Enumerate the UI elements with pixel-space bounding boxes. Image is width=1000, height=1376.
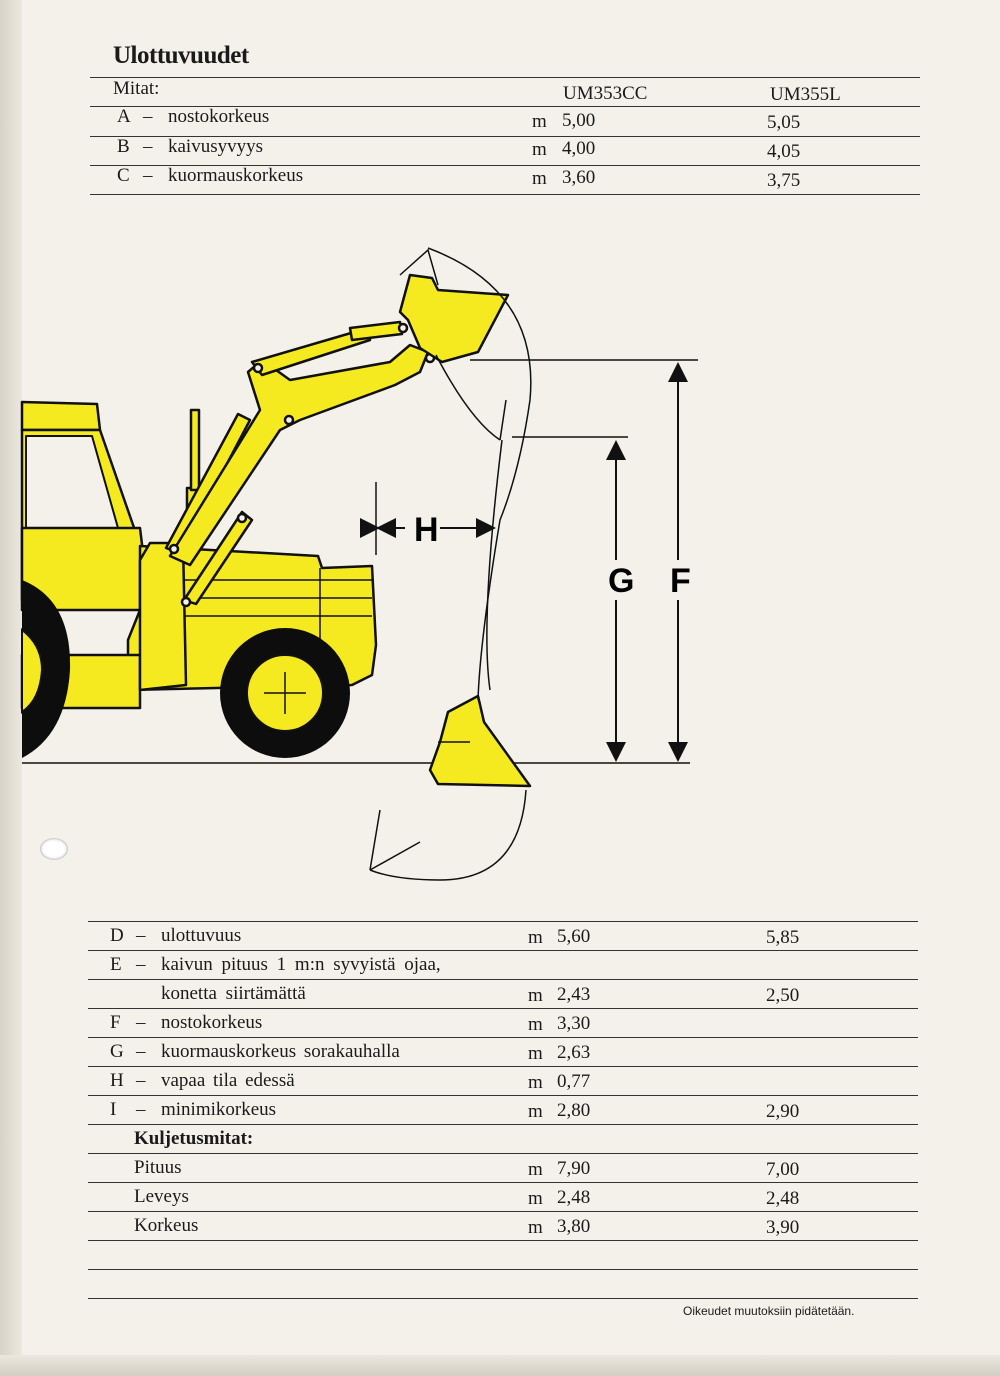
row-unit: m [528,1101,543,1122]
row-value-1: 5,00 [562,110,596,131]
table-rule [88,1095,918,1096]
row-unit: m [528,927,543,948]
row-dash: – [136,1099,146,1120]
row-unit: m [528,1072,543,1093]
row-unit: m [528,985,543,1006]
row-unit: m [528,1043,543,1064]
transport-value-2: 2,48 [766,1188,800,1209]
row-value-2: 5,85 [766,927,800,948]
page-title: Ulottuvuudet [113,42,249,69]
row-value-1: 5,60 [557,926,591,947]
table-rule [88,1269,918,1270]
rights-reserved-note: Oikeudet muutoksiin pidätetään. [683,1304,855,1318]
table-rule [88,1153,918,1154]
row-label: nostokorkeus [168,106,270,127]
row-value-1: 2,43 [557,984,591,1005]
row-value-2: 3,75 [767,170,801,191]
row-label: minimikorkeus [161,1099,277,1120]
table-rule [88,1240,918,1241]
row-unit: m [532,139,547,160]
transport-value-1: 2,48 [557,1187,591,1208]
row-key: A [117,106,131,127]
row-label: konetta siirtämättä [161,983,306,1004]
row-key: H [110,1070,124,1091]
header-model-2: UM355L [770,84,841,105]
dimension-f-label: F [670,562,691,600]
row-value-1: 3,60 [562,167,596,188]
transport-section-title: Kuljetusmitat: [134,1128,254,1149]
row-key: E [110,954,122,975]
row-value-1: 0,77 [557,1071,591,1092]
table-rule [88,1008,918,1009]
row-value-2: 4,05 [767,141,801,162]
row-value-2: 2,90 [766,1101,800,1122]
row-value-1: 2,80 [557,1100,591,1121]
row-dash: – [143,165,153,186]
row-dash: – [136,1041,146,1062]
row-value-2: 5,05 [767,112,801,133]
row-unit: m [528,1014,543,1035]
row-label: kaivusyvyys [168,136,263,157]
row-value-1: 4,00 [562,138,596,159]
row-label: ulottuvuus [161,925,242,946]
transport-value-2: 7,00 [766,1159,800,1180]
row-key: G [110,1041,124,1062]
transport-label: Korkeus [134,1215,199,1236]
loader-reach-diagram [0,200,1000,900]
dimension-g-label: G [608,562,635,600]
table-rule [88,1037,918,1038]
table-rule [88,1298,918,1299]
transport-unit: m [528,1188,543,1209]
front-tire [220,628,350,758]
transport-unit: m [528,1217,543,1238]
transport-label: Pituus [134,1157,182,1178]
transport-value-1: 3,80 [557,1216,591,1237]
transport-value-1: 7,90 [557,1158,591,1179]
row-dash: – [143,136,153,157]
table-rule [90,194,920,195]
row-dash: – [136,954,146,975]
row-key: F [110,1012,121,1033]
row-key: I [110,1099,117,1120]
table-rule [90,77,920,78]
table-rule [88,1211,918,1212]
row-label: kuormauskorkeus sorakauhalla [161,1041,400,1062]
row-key: D [110,925,124,946]
transport-value-2: 3,90 [766,1217,800,1238]
row-value-1: 2,63 [557,1042,591,1063]
table-rule [88,1124,918,1125]
table-rule [88,979,918,980]
row-label: vapaa tila edessä [161,1070,295,1091]
row-label: kaivun pituus 1 m:n syvyistä ojaa, [161,954,441,975]
row-dash: – [136,925,146,946]
table-rule [88,1066,918,1067]
table-rule [88,1182,918,1183]
transport-label: Leveys [134,1186,189,1207]
row-dash: – [143,106,153,127]
page-bottom-edge [0,1355,1000,1376]
row-value-2: 2,50 [766,985,800,1006]
row-dash: – [136,1070,146,1091]
transport-unit: m [528,1159,543,1180]
row-label: kuormauskorkeus [168,165,304,186]
table-rule [88,950,918,951]
row-key: C [117,165,130,186]
row-value-1: 3,30 [557,1013,591,1034]
dimension-h-label: H [414,511,439,549]
table-rule [88,921,918,922]
row-key: B [117,136,130,157]
row-unit: m [532,111,547,132]
row-label: nostokorkeus [161,1012,263,1033]
lowered-bucket [430,696,530,786]
header-label: Mitat: [113,78,160,99]
row-unit: m [532,168,547,189]
row-dash: – [136,1012,146,1033]
header-model-1: UM353CC [563,83,648,104]
